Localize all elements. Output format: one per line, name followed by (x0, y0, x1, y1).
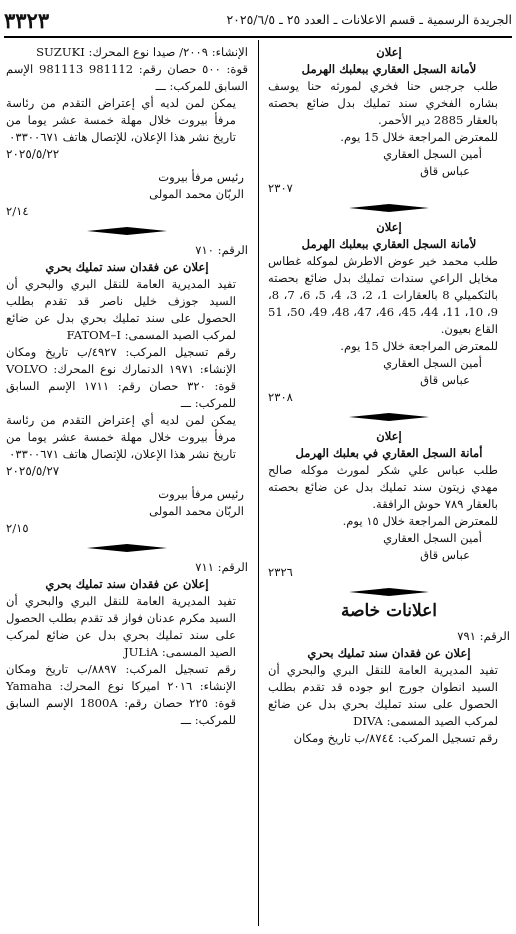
notice-date: ٢٠٢٥/٥/٢٧ (6, 464, 60, 478)
notice-body: طلب محمد خير عوض الاطرش لموكله غطاس مخايل الراعي سندات تمليك بدل ضائع بحصته بالتكميلي 8 بالعقارات 1، 2، 3، 4، 5، 6، 7، 8، 9، 10، 11، 44، 45، 46، 47، 48، 49، 50، 51 القاع بعيون. (268, 254, 499, 336)
vessel-registration: رقم تسجيل المركب: ٤٩٢٧/ب تاريخ ومكان الإنشاء: ١٩٧١ الدنمارك نوع المحرك: VOLVO قوة: ٣٢٠ حصان رقم: ١٧١١ الإسم السابق للمركب: ـــ (6, 345, 236, 410)
column-divider (258, 40, 259, 926)
reference-number: ٢/١٥ (6, 521, 29, 535)
notice-body: تفيد المديرية العامة للنقل البري والبحري أن السيد جوزف خليل ناصر قد تقدم بطلب الحصول على سند تمليك بحري بدل عن ضائع لمركب الصيد المسمى: FATOM–I (6, 277, 236, 342)
notice-subheading: أمانة السجل العقاري في بعلبك الهرمل (295, 446, 483, 460)
notice-subheading: لأمانة السجل العقاري ببعلبك الهرمل (301, 62, 477, 76)
notice-body: طلب عباس علي شكر لمورث موكله صالح مهدي زيتون سند تمليك بدل عن ضائع بحصته بالعقار ٧٨٩ حوش الرافقة. (268, 463, 498, 511)
separator-ornament (268, 202, 510, 214)
signature-name: عباس قاق (420, 164, 470, 178)
notice-body: تفيد المديرية العامة للنقل البري والبحري أن السيد مكرم عدنان فواز قد تقدم بطلب الحصول على سند تمليك بحري بدل عن ضائع لمركب الصيد المسمى: JULiA (6, 594, 236, 659)
signature-title: أمين السجل العقاري (383, 531, 482, 545)
objection-note: للمعترض المراجعة خلال ١٥ يوم. (342, 514, 498, 528)
reference-number: ٢٣٢٦ (268, 565, 293, 579)
notice-number: الرقم: ٧١١ (195, 560, 248, 574)
objection-note: للمعترض المراجعة خلال 15 يوم. (340, 339, 498, 353)
header-rule (4, 36, 512, 38)
notice-heading: إعلان (376, 220, 402, 234)
objection-note: للمعترض المراجعة خلال 15 يوم. (340, 130, 498, 144)
section-title: اعلانات خاصة (340, 601, 438, 621)
right-column (268, 44, 510, 747)
separator-ornament (268, 411, 510, 423)
vessel-registration: رقم تسجيل المركب: ٨٧٤٤/ب تاريخ ومكان (293, 731, 498, 745)
notice-heading: إعلان عن فقدان سند تمليك بحري (45, 577, 209, 591)
notice-heading: إعلان عن فقدان سند تمليك بحري (307, 646, 471, 660)
notice-number: الرقم: ٧١٠ (195, 243, 248, 257)
gazette-title: الجريدة الرسمية ـ قسم الاعلانات ـ العدد ٢٥ ـ ٢٠٢٥/٦/٥ (226, 12, 512, 27)
notice-body: طلب جرجس حنا فخري لمورثه حنا يوسف بشاره الفخري سند تمليك بدل ضائع بحصته بالعقار 2885 دير الأحمر. (268, 79, 498, 127)
separator-ornament (6, 542, 248, 554)
separator-ornament (268, 586, 510, 598)
notice-heading: إعلان (376, 45, 402, 59)
notice-number: الرقم: ٧٩١ (457, 629, 510, 643)
signature-name: عباس قاق (420, 548, 470, 562)
objection-note: يمكن لمن لديه أي إعتراض التقدم من رئاسة مرفأ بيروت خلال مهلة خمسة عشر يوما من تاريخ نشر هذا الإعلان، للإتصال هاتف ٠٣٣٠٠٦٧١ (6, 96, 236, 144)
signature-name: عباس قاق (420, 373, 470, 387)
notice-date: ٢٠٢٥/٥/٢٢ (6, 147, 60, 161)
page-header (4, 8, 512, 34)
page-number: ٣٣٢٣ (4, 8, 50, 33)
notice-subheading: لأمانة السجل العقاري ببعلبك الهرمل (301, 237, 477, 251)
notice-heading: إعلان عن فقدان سند تمليك بحري (45, 260, 209, 274)
reference-number: ٢٣٠٨ (268, 390, 293, 404)
reference-number: ٢/١٤ (6, 204, 29, 218)
signature-name: الربّان محمد المولى (149, 504, 244, 518)
signature-title: أمين السجل العقاري (383, 147, 482, 161)
signature-title: أمين السجل العقاري (383, 356, 482, 370)
left-column (6, 44, 248, 729)
notice-body: تفيد المديرية العامة للنقل البري والبحري أن السيد انطوان جورج ابو جوده قد تقدم بطلب الحصول على سند تمليك بحري بدل عن ضائع لمركب الصيد المسمى: DIVA (268, 663, 498, 728)
vessel-registration: قوة: ٥٠٠ حصان رقم: 981112 981113 الإسم السابق للمركب: ـــ (6, 62, 249, 93)
signature-title: رئيس مرفأ بيروت (158, 170, 244, 184)
vessel-registration: الإنشاء: ٢٠٠٩/ صيدا نوع المحرك: SUZUKI (36, 45, 248, 59)
objection-note: يمكن لمن لديه أي إعتراض التقدم من رئاسة مرفأ بيروت خلال مهلة خمسة عشر يوما من تاريخ نشر هذا الإعلان، للإتصال هاتف ٠٣٣٠٠٦٧١ (6, 413, 236, 461)
vessel-registration: رقم تسجيل المركب: ٨٨٩٧/ب تاريخ ومكان الإنشاء: ٢٠١٦ اميركا نوع المحرك: Yamaha قوة: ٢٢٥ حصان رقم: 1800A الإسم السابق للمركب: ـــ (6, 662, 236, 727)
notice-heading: إعلان (376, 429, 402, 443)
reference-number: ٢٣٠٧ (268, 181, 293, 195)
signature-name: الربّان محمد المولى (149, 187, 244, 201)
signature-title: رئيس مرفأ بيروت (158, 487, 244, 501)
separator-ornament (6, 225, 248, 237)
